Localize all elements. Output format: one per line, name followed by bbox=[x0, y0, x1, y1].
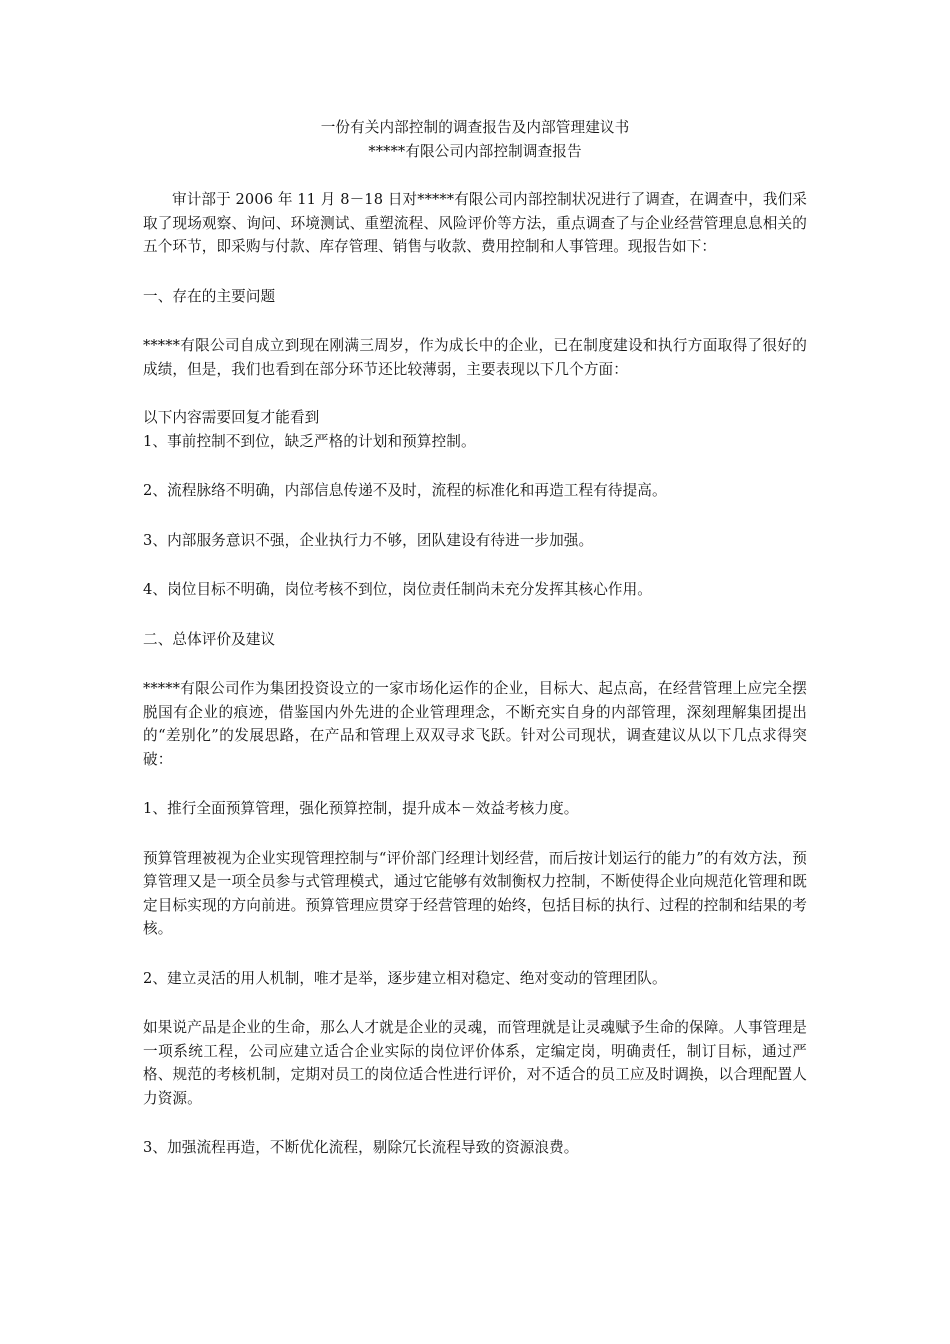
spacer bbox=[143, 602, 807, 628]
problems-paragraph: *****有限公司自成立到现在刚满三周岁，作为成长中的企业，已在制度建设和执行方面取得了很好的成绩，但是，我们也看到在部分环节还比较薄弱，主要表现以下几个方面： bbox=[143, 337, 807, 378]
spacer bbox=[143, 1110, 807, 1136]
spacer bbox=[143, 381, 807, 406]
problem-item-2: 2、流程脉络不明确，内部信息传递不及时，流程的标准化和再造工程有待提高。 bbox=[143, 482, 667, 499]
hr-paragraph: 如果说产品是企业的生命，那么人才就是企业的灵魂，而管理就是让灵魂赋予生命的保障。人事管理是一项系统工程，公司应建立适合企业实际的岗位评价体系，定编定岗，明确责任，制订目标，通过严格、规范的考核机制，定期对员工的岗位适合性进行评价，对不适合的员工应及时调换，以合理配置人力资源。 bbox=[143, 1019, 807, 1107]
spacer bbox=[143, 821, 807, 847]
spacer bbox=[143, 941, 807, 967]
spacer bbox=[143, 771, 807, 797]
spacer bbox=[143, 308, 807, 334]
spacer bbox=[143, 552, 807, 578]
spacer bbox=[143, 453, 807, 479]
intro-paragraph: 审计部于 2006 年 11 月 8－18 日对*****有限公司内部控制状况进行了调查，在调查中，我们采取了现场观察、询问、环境测试、重塑流程、风险评价等方法，重点调查了与企业经营管理息息相关的五个环节，即采购与付款、库存管理、销售与收款、费用控制和人事管理。现报告如下： bbox=[143, 191, 807, 255]
evaluation-paragraph: *****有限公司作为集团投资设立的一家市场化运作的企业，目标大、起点高，在经营管理上应完全摆脱国有企业的痕迹，借鉴国内外先进的企业管理理念，不断充实自身的内部管理，深刻理解集团提出的“差别化”的发展思路，在产品和管理上双双寻求飞跃。针对公司现状，调查建议从以下几点求得突破： bbox=[143, 680, 807, 768]
problem-item-3: 3、内部服务意识不强，企业执行力不够，团队建设有待进一步加强。 bbox=[143, 531, 594, 549]
spacer bbox=[143, 651, 807, 677]
problem-item-1: 1、事前控制不到位，缺乏严格的计划和预算控制。 bbox=[143, 432, 476, 450]
budget-paragraph: 预算管理被视为企业实现管理控制与“评价部门经理计划经营，而后按计划运行的能力”的有效方法，预算管理又是一项全员参与式管理模式，通过它能够有效制衡权力控制，不断使得企业向规范化管理和既定目标实现的方向前进。预算管理应贯穿于经营管理的始终，包括目标的执行、过程的控制和结果的考核。 bbox=[143, 849, 807, 937]
spacer bbox=[143, 503, 807, 529]
document-title: 一份有关内部控制的调查报告及内部管理建议书 bbox=[320, 119, 630, 136]
section-heading-problems: 一、存在的主要问题 bbox=[143, 287, 276, 305]
problem-item-4: 4、岗位目标不明确，岗位考核不到位，岗位责任制尚未充分发挥其核心作用。 bbox=[143, 581, 652, 598]
suggestion-item-3: 3、加强流程再造，不断优化流程，剔除冗长流程导致的资源浪费。 bbox=[143, 1139, 579, 1156]
document-subtitle: *****有限公司内部控制调查报告 bbox=[368, 142, 582, 160]
spacer bbox=[143, 163, 807, 188]
suggestion-item-1: 1、推行全面预算管理，强化预算控制，提升成本－效益考核力度。 bbox=[143, 800, 579, 817]
spacer bbox=[143, 990, 807, 1016]
spacer bbox=[143, 259, 807, 285]
section-heading-evaluation: 二、总体评价及建议 bbox=[143, 630, 276, 648]
suggestion-item-2: 2、建立灵活的用人机制，唯才是举，逐步建立相对稳定、绝对变动的管理团队。 bbox=[143, 969, 667, 987]
reply-notice: 以下内容需要回复才能看到 bbox=[143, 409, 320, 426]
document-body bbox=[143, 116, 807, 1160]
